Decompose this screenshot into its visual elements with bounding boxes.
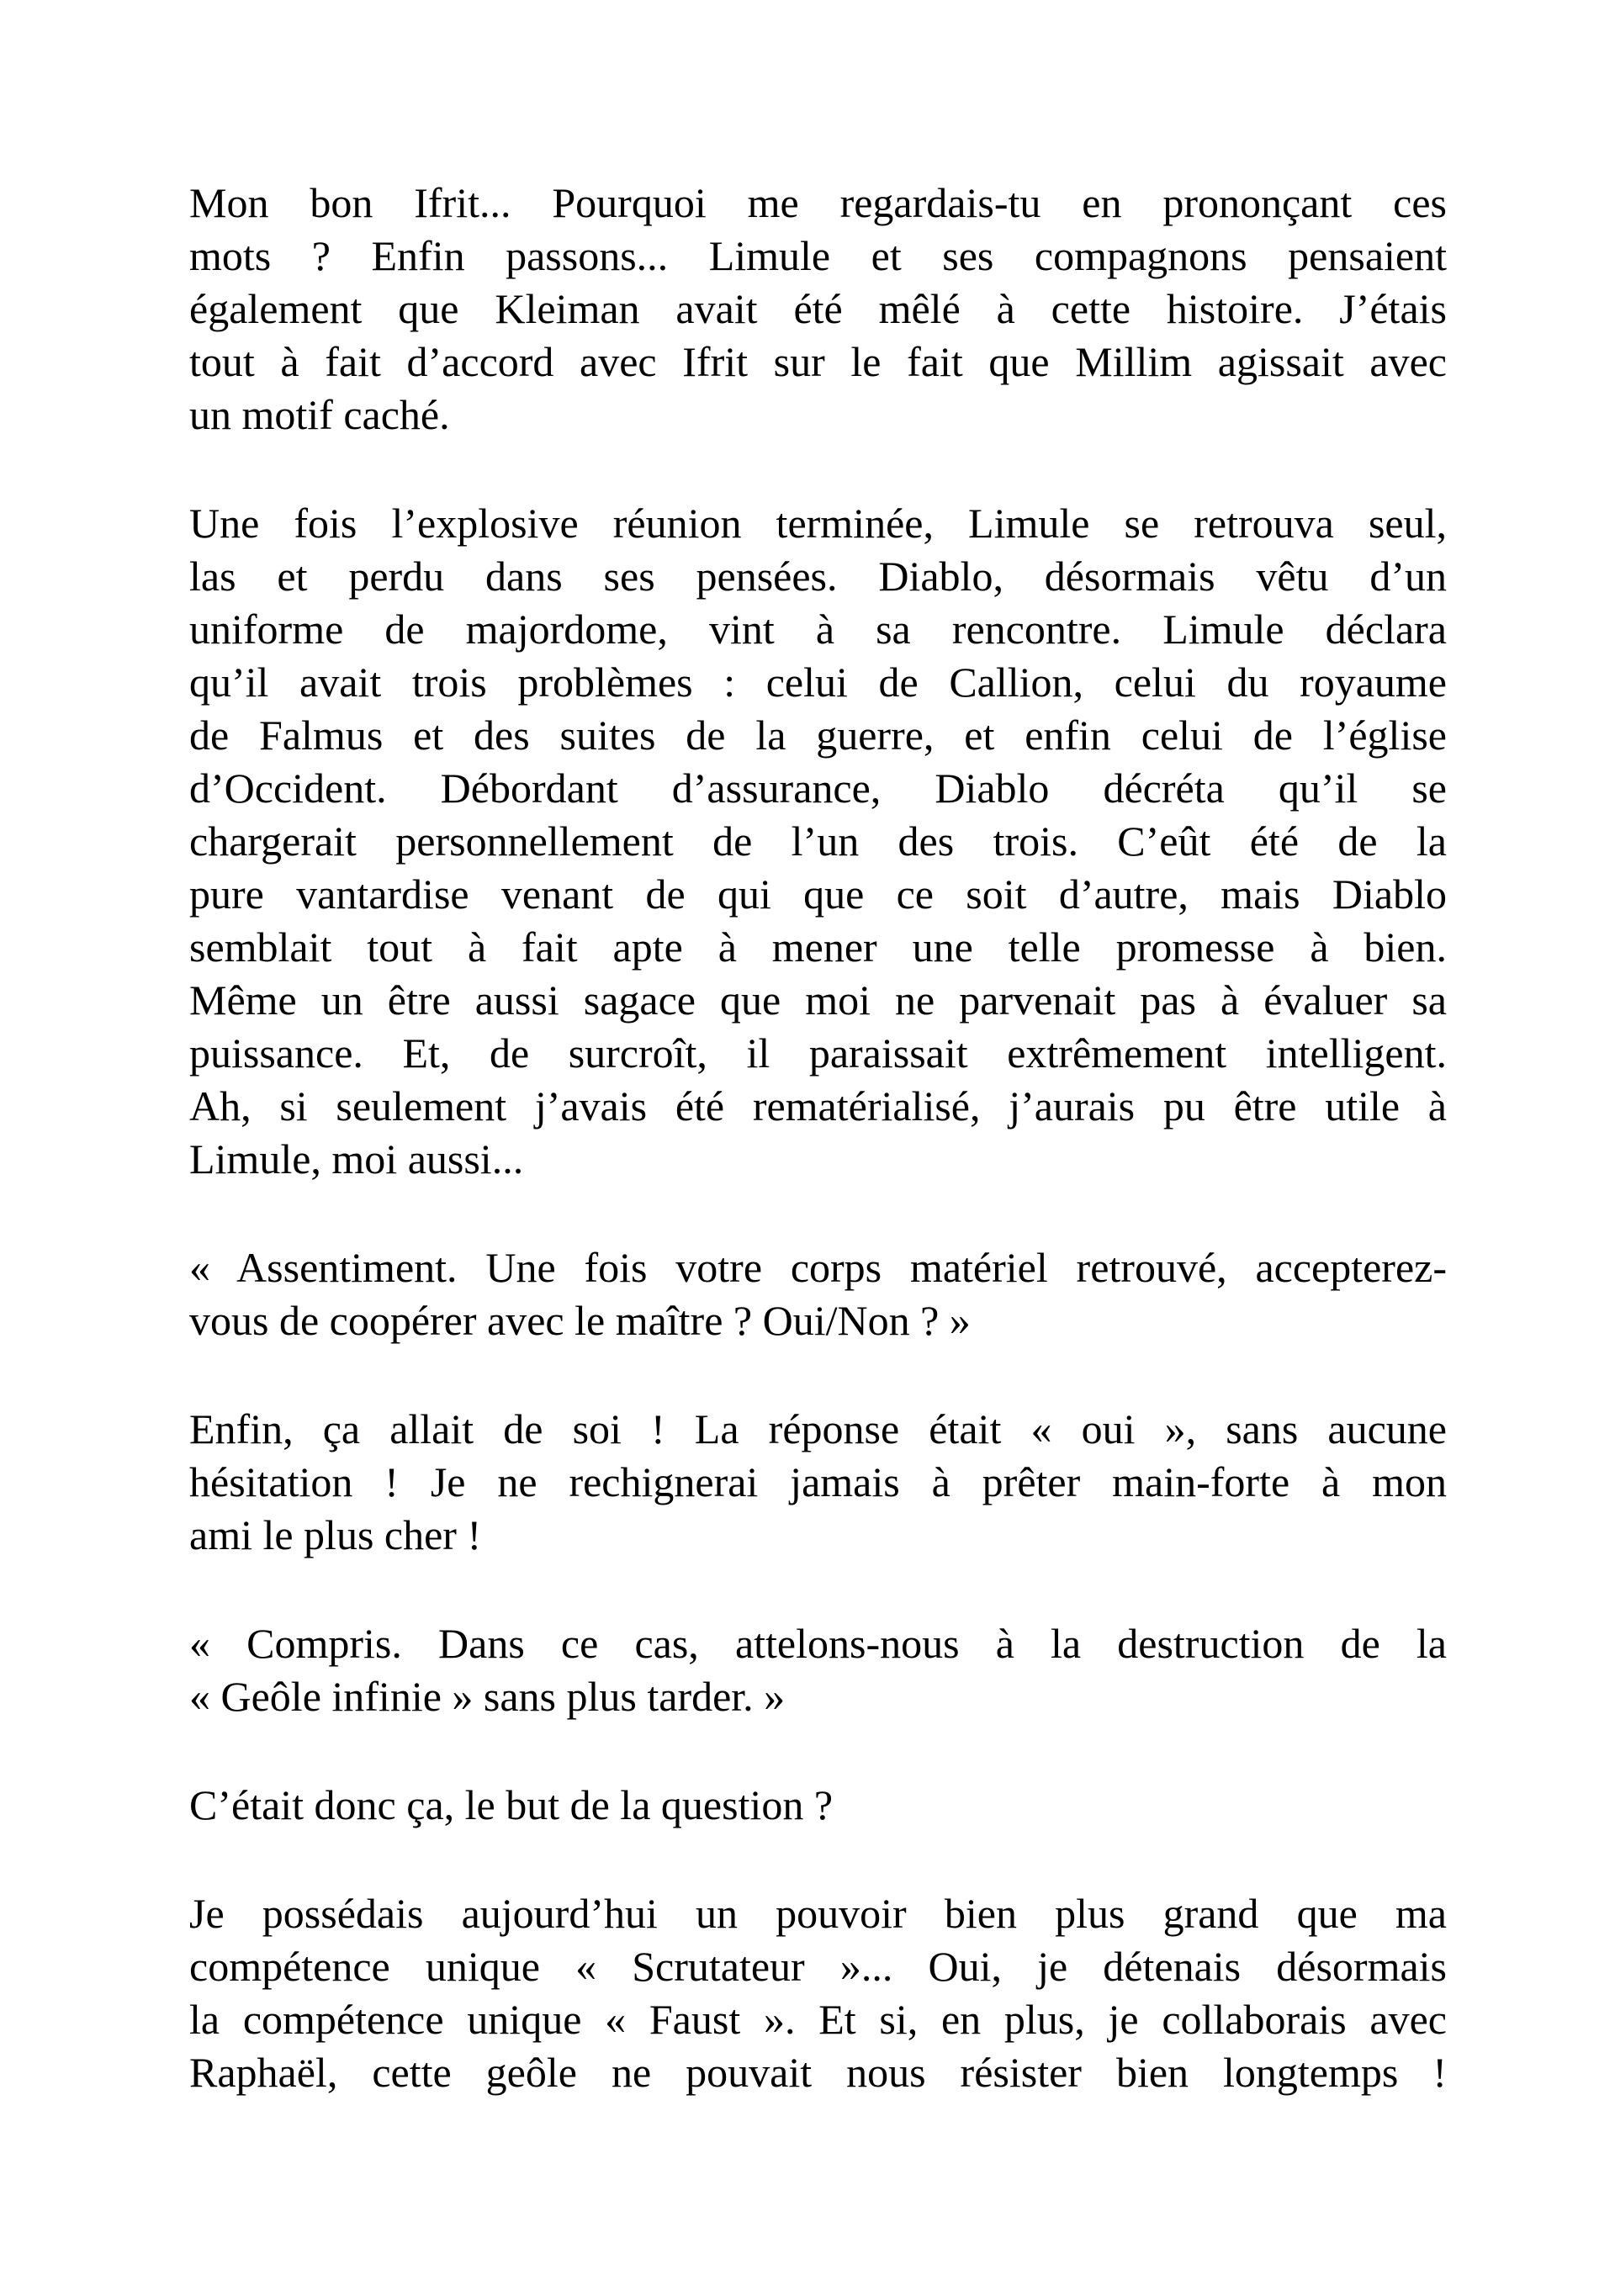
page-text-block [189,177,1447,2099]
text-line: semblait tout à fait apte à mener une telle promesse à bien. [189,923,1447,971]
text-line: vous de coopérer avec le maître ? Oui/Non ? » [189,1297,971,1344]
paragraph [189,1403,1447,1562]
text-line: chargerait personnellement de l’un des trois. C’eût été de la [189,817,1447,865]
text-line: pure vantardise venant de qui que ce soit d’autre, mais Diablo [189,870,1447,918]
text-line: C’était donc ça, le but de la question ? [189,1781,834,1828]
text-line: tout à fait d’accord avec Ifrit sur le fait que Millim agissait avec [189,338,1447,385]
text-line: « Geôle infinie » sans plus tarder. » [189,1673,786,1720]
text-line: également que Kleiman avait été mêlé à cette histoire. J’étais [189,285,1447,332]
text-line: las et perdu dans ses pensées. Diablo, désormais vêtu d’un [189,553,1447,600]
text-line: Une fois l’explosive réunion terminée, Limule se retrouva seul, [189,500,1447,547]
paragraph [189,1887,1447,2099]
paragraph [189,177,1447,442]
text-line: Raphaël, cette geôle ne pouvait nous résister bien longtemps ! [189,2049,1447,2096]
text-line: compétence unique « Scrutateur »... Oui, je détenais désormais [189,1943,1447,1990]
text-line: Ah, si seulement j’avais été rematérialisé, j’aurais pu être utile à [189,1082,1447,1129]
text-line: « Compris. Dans ce cas, attelons-nous à la destruction de la [189,1620,1447,1667]
text-line: d’Occident. Débordant d’assurance, Diablo décréta qu’il se [189,764,1447,812]
text-line: mots ? Enfin passons... Limule et ses compagnons pensaient [189,232,1447,279]
text-line: « Assentiment. Une fois votre corps matériel retrouvé, accepterez- [189,1244,1447,1291]
text-line: hésitation ! Je ne rechignerai jamais à prêter main-forte à mon [189,1458,1447,1505]
text-line: Même un être aussi sagace que moi ne parvenait pas à évaluer sa [189,976,1447,1024]
text-line: la compétence unique « Faust ». Et si, en plus, je collaborais avec [189,1996,1447,2043]
text-line: Mon bon Ifrit... Pourquoi me regardais-tu en prononçant ces [189,179,1447,226]
text-line: ami le plus cher ! [189,1511,482,1558]
text-line: uniforme de majordome, vint à sa rencontre. Limule déclara [189,606,1447,653]
text-line: Limule, moi aussi... [189,1135,524,1182]
paragraph [189,497,1447,1186]
text-line: de Falmus et des suites de la guerre, et enfin celui de l’église [189,712,1447,759]
paragraph [189,1241,1447,1347]
text-line: puissance. Et, de surcroît, il paraissait extrêmement intelligent. [189,1029,1447,1077]
text-line: qu’il avait trois problèmes : celui de Callion, celui du royaume [189,659,1447,706]
paragraph [189,1617,1447,1723]
paragraph [189,1779,1447,1832]
text-line: Je possédais aujourd’hui un pouvoir bien plus grand que ma [189,1890,1447,1937]
text-line: Enfin, ça allait de soi ! La réponse était « oui », sans aucune [189,1405,1447,1452]
text-line: un motif caché. [189,391,450,438]
